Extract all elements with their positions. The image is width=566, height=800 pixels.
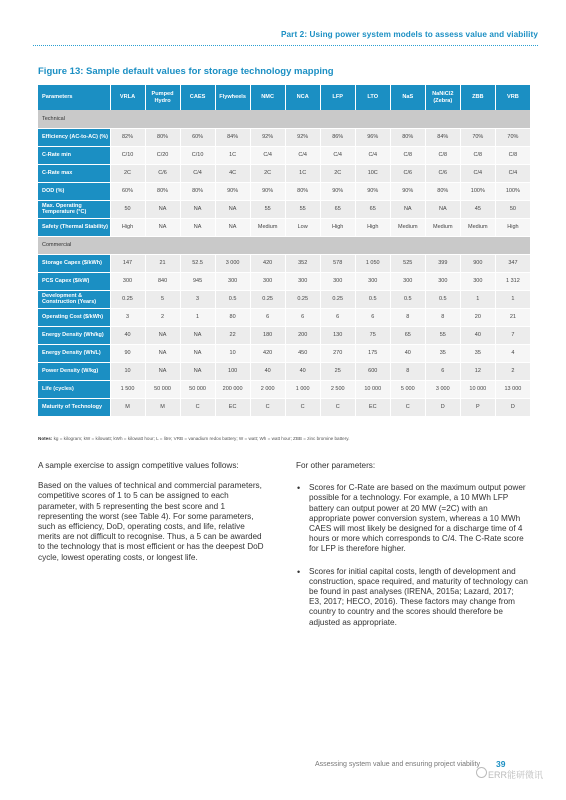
table-cell: 40 bbox=[390, 344, 425, 362]
table-cell: NA bbox=[390, 200, 425, 218]
table-cell: 45 bbox=[460, 200, 495, 218]
table-cell: 70% bbox=[495, 128, 530, 146]
row-label: Power Density (W/kg) bbox=[38, 362, 110, 380]
table-row bbox=[38, 272, 531, 290]
table-cell: 60% bbox=[110, 182, 145, 200]
row-label: Energy Density (Wh/L) bbox=[38, 344, 110, 362]
table-cell: 945 bbox=[180, 272, 215, 290]
table-cell: 420 bbox=[250, 344, 285, 362]
table-cell: 347 bbox=[495, 254, 530, 272]
row-label: C-Rate min bbox=[38, 146, 110, 164]
row-label: Efficiency (AC-to-AC) (%) bbox=[38, 128, 110, 146]
table-cell: 3 bbox=[110, 308, 145, 326]
table-cell: 900 bbox=[460, 254, 495, 272]
table-row bbox=[38, 200, 531, 218]
paragraph-intro: A sample exercise to assign competitive values follows: bbox=[38, 461, 239, 470]
table-cell: C/4 bbox=[355, 146, 390, 164]
table-cell: 200 bbox=[285, 326, 320, 344]
table-cell: 50 000 bbox=[145, 380, 180, 398]
table-cell: 200 000 bbox=[215, 380, 250, 398]
table-cell: 20 bbox=[460, 308, 495, 326]
bullet-icon: • bbox=[297, 566, 301, 577]
column-header: ZBB bbox=[460, 85, 495, 110]
table-cell: 100 bbox=[215, 362, 250, 380]
table-cell: 90% bbox=[320, 182, 355, 200]
table-cell: 525 bbox=[390, 254, 425, 272]
table-cell: 0.5 bbox=[215, 290, 250, 308]
table-row bbox=[38, 308, 531, 326]
table-section-row bbox=[38, 110, 531, 128]
table-cell: 147 bbox=[110, 254, 145, 272]
table-cell: C/6 bbox=[390, 164, 425, 182]
table-cell: 21 bbox=[495, 308, 530, 326]
paragraph-other-params: For other parameters: bbox=[296, 461, 376, 470]
watermark: ERR能研微讯 bbox=[488, 770, 544, 780]
table-cell: 4 bbox=[495, 344, 530, 362]
table-cell: 2 000 bbox=[250, 380, 285, 398]
table-row bbox=[38, 164, 531, 182]
table-cell: EC bbox=[355, 398, 390, 416]
table-cell: NA bbox=[145, 218, 180, 236]
table-cell: 1 000 bbox=[285, 380, 320, 398]
table-cell: 0.25 bbox=[110, 290, 145, 308]
table-cell: NA bbox=[180, 362, 215, 380]
bullet-capital-costs bbox=[296, 567, 528, 628]
bullet-c-rate bbox=[296, 483, 528, 554]
column-header: Pumped Hydro bbox=[145, 85, 180, 110]
table-cell: 1 bbox=[495, 290, 530, 308]
table-cell: 35 bbox=[425, 344, 460, 362]
table-cell: 300 bbox=[250, 272, 285, 290]
table-cell: 90% bbox=[215, 182, 250, 200]
table-cell: Low bbox=[285, 218, 320, 236]
table-notes bbox=[38, 436, 531, 441]
table-cell: 0.5 bbox=[390, 290, 425, 308]
table-row bbox=[38, 146, 531, 164]
table-cell: 6 bbox=[320, 308, 355, 326]
table-cell: M bbox=[110, 398, 145, 416]
page-number: 39 bbox=[496, 759, 506, 769]
table-cell: 65 bbox=[320, 200, 355, 218]
table-cell: 6 bbox=[355, 308, 390, 326]
table-cell: 578 bbox=[320, 254, 355, 272]
table-cell: 3 000 bbox=[425, 380, 460, 398]
bullet-capital-costs-text: Scores for initial capital costs, length of development and construction, space required, and maturity of technology can be found in past analyses (IRENA, 2015a; Lazard, 2017; E3, 2017; HECO, 2016). These factors may change from country to country and the scores should therefore be adjusted as appropriate. bbox=[309, 566, 528, 627]
figure-title: Figure 13: Sample default values for storage technology mapping bbox=[38, 66, 334, 77]
table-cell: NA bbox=[180, 326, 215, 344]
table-cell: 0.25 bbox=[285, 290, 320, 308]
table-cell: 300 bbox=[355, 272, 390, 290]
table-row bbox=[38, 398, 531, 416]
table-cell: 65 bbox=[355, 200, 390, 218]
table-cell: 80% bbox=[145, 128, 180, 146]
column-header: VRB bbox=[495, 85, 530, 110]
table-header-row bbox=[38, 85, 531, 110]
table-cell: 2C bbox=[110, 164, 145, 182]
header-divider bbox=[33, 45, 538, 46]
table-cell: 80% bbox=[425, 182, 460, 200]
table-cell: 2 bbox=[495, 362, 530, 380]
bullet-c-rate-text: Scores for C-Rate are based on the maximum output power possible for a technology. For example, a 10 MWh LFP battery can output power at 20 MW (=2C) with an appropriate power conversion system, whereas a 10 MWh CAES will most likely be designed for a discharge time of 4 hours or more which corresponds to C/4. The C-Rate score for LFP is therefore higher. bbox=[309, 483, 526, 554]
section-label: Technical bbox=[38, 110, 531, 128]
table-cell: 22 bbox=[215, 326, 250, 344]
row-label: Safety (Thermal Stability) bbox=[38, 218, 110, 236]
column-header: NMC bbox=[250, 85, 285, 110]
table-cell: C/8 bbox=[460, 146, 495, 164]
table-cell: 50 bbox=[110, 200, 145, 218]
table-cell: D bbox=[425, 398, 460, 416]
table-cell: 300 bbox=[285, 272, 320, 290]
table-cell: 80 bbox=[215, 308, 250, 326]
table-cell: 2 bbox=[145, 308, 180, 326]
table-cell: 40 bbox=[285, 362, 320, 380]
column-header: CAES bbox=[180, 85, 215, 110]
table-cell: Medium bbox=[425, 218, 460, 236]
table-cell: 82% bbox=[110, 128, 145, 146]
table-cell: M bbox=[145, 398, 180, 416]
table-cell: 8 bbox=[390, 362, 425, 380]
table-cell: 90% bbox=[355, 182, 390, 200]
table-cell: 2C bbox=[320, 164, 355, 182]
table-cell: C bbox=[180, 398, 215, 416]
table-cell: 84% bbox=[215, 128, 250, 146]
table-cell: 92% bbox=[285, 128, 320, 146]
table-cell: 25 bbox=[320, 362, 355, 380]
table-cell: 180 bbox=[250, 326, 285, 344]
table-cell: P bbox=[460, 398, 495, 416]
table-cell: 70% bbox=[460, 128, 495, 146]
table-cell: 80% bbox=[180, 182, 215, 200]
table-cell: 300 bbox=[110, 272, 145, 290]
table-cell: NA bbox=[215, 218, 250, 236]
table-cell: C/4 bbox=[320, 146, 355, 164]
table-cell: NA bbox=[425, 200, 460, 218]
table-cell: 100% bbox=[495, 182, 530, 200]
table-cell: 10 bbox=[110, 362, 145, 380]
table-cell: 130 bbox=[320, 326, 355, 344]
column-header: VRLA bbox=[110, 85, 145, 110]
table-cell: 0.25 bbox=[250, 290, 285, 308]
table-cell: 35 bbox=[460, 344, 495, 362]
row-label: Development & Construction (Years) bbox=[38, 290, 110, 308]
storage-technology-table bbox=[38, 85, 531, 417]
table-cell: C bbox=[390, 398, 425, 416]
table-cell: 86% bbox=[320, 128, 355, 146]
table-cell: 21 bbox=[145, 254, 180, 272]
table-row bbox=[38, 218, 531, 236]
table-cell: 92% bbox=[250, 128, 285, 146]
table-cell: 300 bbox=[215, 272, 250, 290]
column-header: NCA bbox=[285, 85, 320, 110]
table-cell: 10 000 bbox=[355, 380, 390, 398]
table-cell: 399 bbox=[425, 254, 460, 272]
table-cell: EC bbox=[215, 398, 250, 416]
table-cell: C/4 bbox=[285, 146, 320, 164]
table-cell: 13 000 bbox=[495, 380, 530, 398]
table-cell: 60% bbox=[180, 128, 215, 146]
table-cell: 352 bbox=[285, 254, 320, 272]
table-cell: 50 bbox=[495, 200, 530, 218]
table-cell: 2 500 bbox=[320, 380, 355, 398]
table-row bbox=[38, 362, 531, 380]
table-cell: 1 bbox=[180, 308, 215, 326]
table-cell: Medium bbox=[250, 218, 285, 236]
row-label: C-Rate max bbox=[38, 164, 110, 182]
table-cell: 600 bbox=[355, 362, 390, 380]
table-cell: C bbox=[285, 398, 320, 416]
footer-text: Assessing system value and ensuring project viability bbox=[315, 761, 480, 768]
table-section-row bbox=[38, 236, 531, 254]
table-cell: C bbox=[320, 398, 355, 416]
table-cell: 90% bbox=[390, 182, 425, 200]
table-cell: C/4 bbox=[495, 164, 530, 182]
table-cell: NA bbox=[145, 362, 180, 380]
table-cell: 50 000 bbox=[180, 380, 215, 398]
table-row bbox=[38, 344, 531, 362]
table-cell: 0.5 bbox=[355, 290, 390, 308]
table-cell: 300 bbox=[425, 272, 460, 290]
table-cell: NA bbox=[145, 200, 180, 218]
table-cell: NA bbox=[180, 218, 215, 236]
table-cell: 1 bbox=[460, 290, 495, 308]
table-body bbox=[38, 110, 531, 416]
column-header: Flywheels bbox=[215, 85, 250, 110]
table-cell: 0.5 bbox=[425, 290, 460, 308]
table-cell: 75 bbox=[355, 326, 390, 344]
row-label: Operating Cost ($/kWh) bbox=[38, 308, 110, 326]
row-label: DOD (%) bbox=[38, 182, 110, 200]
table-cell: 10 000 bbox=[460, 380, 495, 398]
table-cell: 3 000 bbox=[215, 254, 250, 272]
table-cell: 1C bbox=[215, 146, 250, 164]
table-cell: C/4 bbox=[460, 164, 495, 182]
table-cell: 100% bbox=[460, 182, 495, 200]
table-cell: Medium bbox=[390, 218, 425, 236]
table-cell: C/8 bbox=[425, 146, 460, 164]
table-cell: 8 bbox=[425, 308, 460, 326]
bullet-icon: • bbox=[297, 483, 301, 494]
row-label: Energy Density (Wh/kg) bbox=[38, 326, 110, 344]
table-cell: Medium bbox=[460, 218, 495, 236]
table-cell: 840 bbox=[145, 272, 180, 290]
table-cell: 10 bbox=[215, 344, 250, 362]
running-header-title: Part 2: Using power system models to assess value and viability bbox=[280, 30, 538, 39]
row-label: Max. Operating Temperature (°C) bbox=[38, 200, 110, 218]
table-cell: 55 bbox=[425, 326, 460, 344]
table-cell: 0.25 bbox=[320, 290, 355, 308]
table-cell: 10C bbox=[355, 164, 390, 182]
table-cell: 90% bbox=[250, 182, 285, 200]
notes-label: Notes: bbox=[38, 436, 53, 441]
section-label: Commercial bbox=[38, 236, 531, 254]
table-cell: 300 bbox=[320, 272, 355, 290]
table-cell: 80% bbox=[145, 182, 180, 200]
table-cell: 270 bbox=[320, 344, 355, 362]
table-cell: 175 bbox=[355, 344, 390, 362]
table-cell: NA bbox=[180, 344, 215, 362]
table-cell: 40 bbox=[250, 362, 285, 380]
table-cell: C/6 bbox=[425, 164, 460, 182]
table-cell: 40 bbox=[110, 326, 145, 344]
table-cell: 420 bbox=[250, 254, 285, 272]
table-cell: 5 bbox=[145, 290, 180, 308]
row-label: PCS Capex ($/kW) bbox=[38, 272, 110, 290]
column-header: LTO bbox=[355, 85, 390, 110]
table-cell: C/20 bbox=[145, 146, 180, 164]
column-header: NaS bbox=[390, 85, 425, 110]
table-row bbox=[38, 380, 531, 398]
left-column bbox=[38, 461, 268, 573]
table-cell: C/6 bbox=[145, 164, 180, 182]
table-cell: C/4 bbox=[250, 146, 285, 164]
table-cell: D bbox=[495, 398, 530, 416]
table-cell: 2C bbox=[250, 164, 285, 182]
table-cell: 52.5 bbox=[180, 254, 215, 272]
table-cell: 55 bbox=[250, 200, 285, 218]
table-cell: 1 050 bbox=[355, 254, 390, 272]
table-cell: C/10 bbox=[180, 146, 215, 164]
table-cell: 80% bbox=[285, 182, 320, 200]
table-cell: C/8 bbox=[495, 146, 530, 164]
table-cell: NA bbox=[180, 200, 215, 218]
column-header: Parameters bbox=[38, 85, 110, 110]
table-cell: 55 bbox=[285, 200, 320, 218]
table-cell: 6 bbox=[285, 308, 320, 326]
table-row bbox=[38, 182, 531, 200]
table-cell: NA bbox=[145, 344, 180, 362]
table-cell: C/10 bbox=[110, 146, 145, 164]
table-cell: 7 bbox=[495, 326, 530, 344]
table-cell: 65 bbox=[390, 326, 425, 344]
table-cell: NA bbox=[145, 326, 180, 344]
row-label: Life (cycles) bbox=[38, 380, 110, 398]
table-cell: 1C bbox=[285, 164, 320, 182]
table-cell: 6 bbox=[425, 362, 460, 380]
row-label: Storage Capex ($/kWh) bbox=[38, 254, 110, 272]
table-cell: 300 bbox=[390, 272, 425, 290]
table-cell: 84% bbox=[425, 128, 460, 146]
table-cell: High bbox=[320, 218, 355, 236]
table-row bbox=[38, 326, 531, 344]
table-row bbox=[38, 290, 531, 308]
wechat-logo-icon bbox=[476, 767, 487, 778]
table-cell: 96% bbox=[355, 128, 390, 146]
paragraph-scoring: Based on the values of technical and commercial parameters, competitive scores of 1 to 5 can be assigned to each parameter, with 5 representing the best score and 1 representing the worst (see Table 4). For some parameters, such as efficiency, DoD, operating costs, and life, relative merits are not difficult to recognise. Thus, a 5 can be awarded to the technology that is most efficient or has the deepest DoD cycle, lowest operating costs, or longest life. bbox=[38, 481, 264, 562]
table-cell: 450 bbox=[285, 344, 320, 362]
table-cell: C bbox=[250, 398, 285, 416]
table-cell: 8 bbox=[390, 308, 425, 326]
right-column bbox=[296, 461, 528, 640]
column-header: NaNiCl2 (Zebra) bbox=[425, 85, 460, 110]
notes-text: kg = kilogram; kW = kilowatt; kWh = kilowatt hour; L = litre; VRB = vanadium redox battery; W = watt; Wh = watt hour; ZBB = zinc bromine battery. bbox=[53, 436, 350, 441]
table-cell: 80% bbox=[390, 128, 425, 146]
column-header: LFP bbox=[320, 85, 355, 110]
table-row bbox=[38, 254, 531, 272]
row-label: Maturity of Technology bbox=[38, 398, 110, 416]
table-cell: 300 bbox=[460, 272, 495, 290]
table-cell: 1 500 bbox=[110, 380, 145, 398]
table-cell: High bbox=[110, 218, 145, 236]
table-cell: 3 bbox=[180, 290, 215, 308]
table-cell: 6 bbox=[250, 308, 285, 326]
table-cell: High bbox=[355, 218, 390, 236]
table-cell: 4C bbox=[215, 164, 250, 182]
table-cell: 90 bbox=[110, 344, 145, 362]
table-cell: C/4 bbox=[180, 164, 215, 182]
table-cell: 5 000 bbox=[390, 380, 425, 398]
table-cell: High bbox=[495, 218, 530, 236]
table-cell: C/8 bbox=[390, 146, 425, 164]
table-cell: 12 bbox=[460, 362, 495, 380]
table-cell: 40 bbox=[460, 326, 495, 344]
table-cell: NA bbox=[215, 200, 250, 218]
table-cell: 1 312 bbox=[495, 272, 530, 290]
table-row bbox=[38, 128, 531, 146]
